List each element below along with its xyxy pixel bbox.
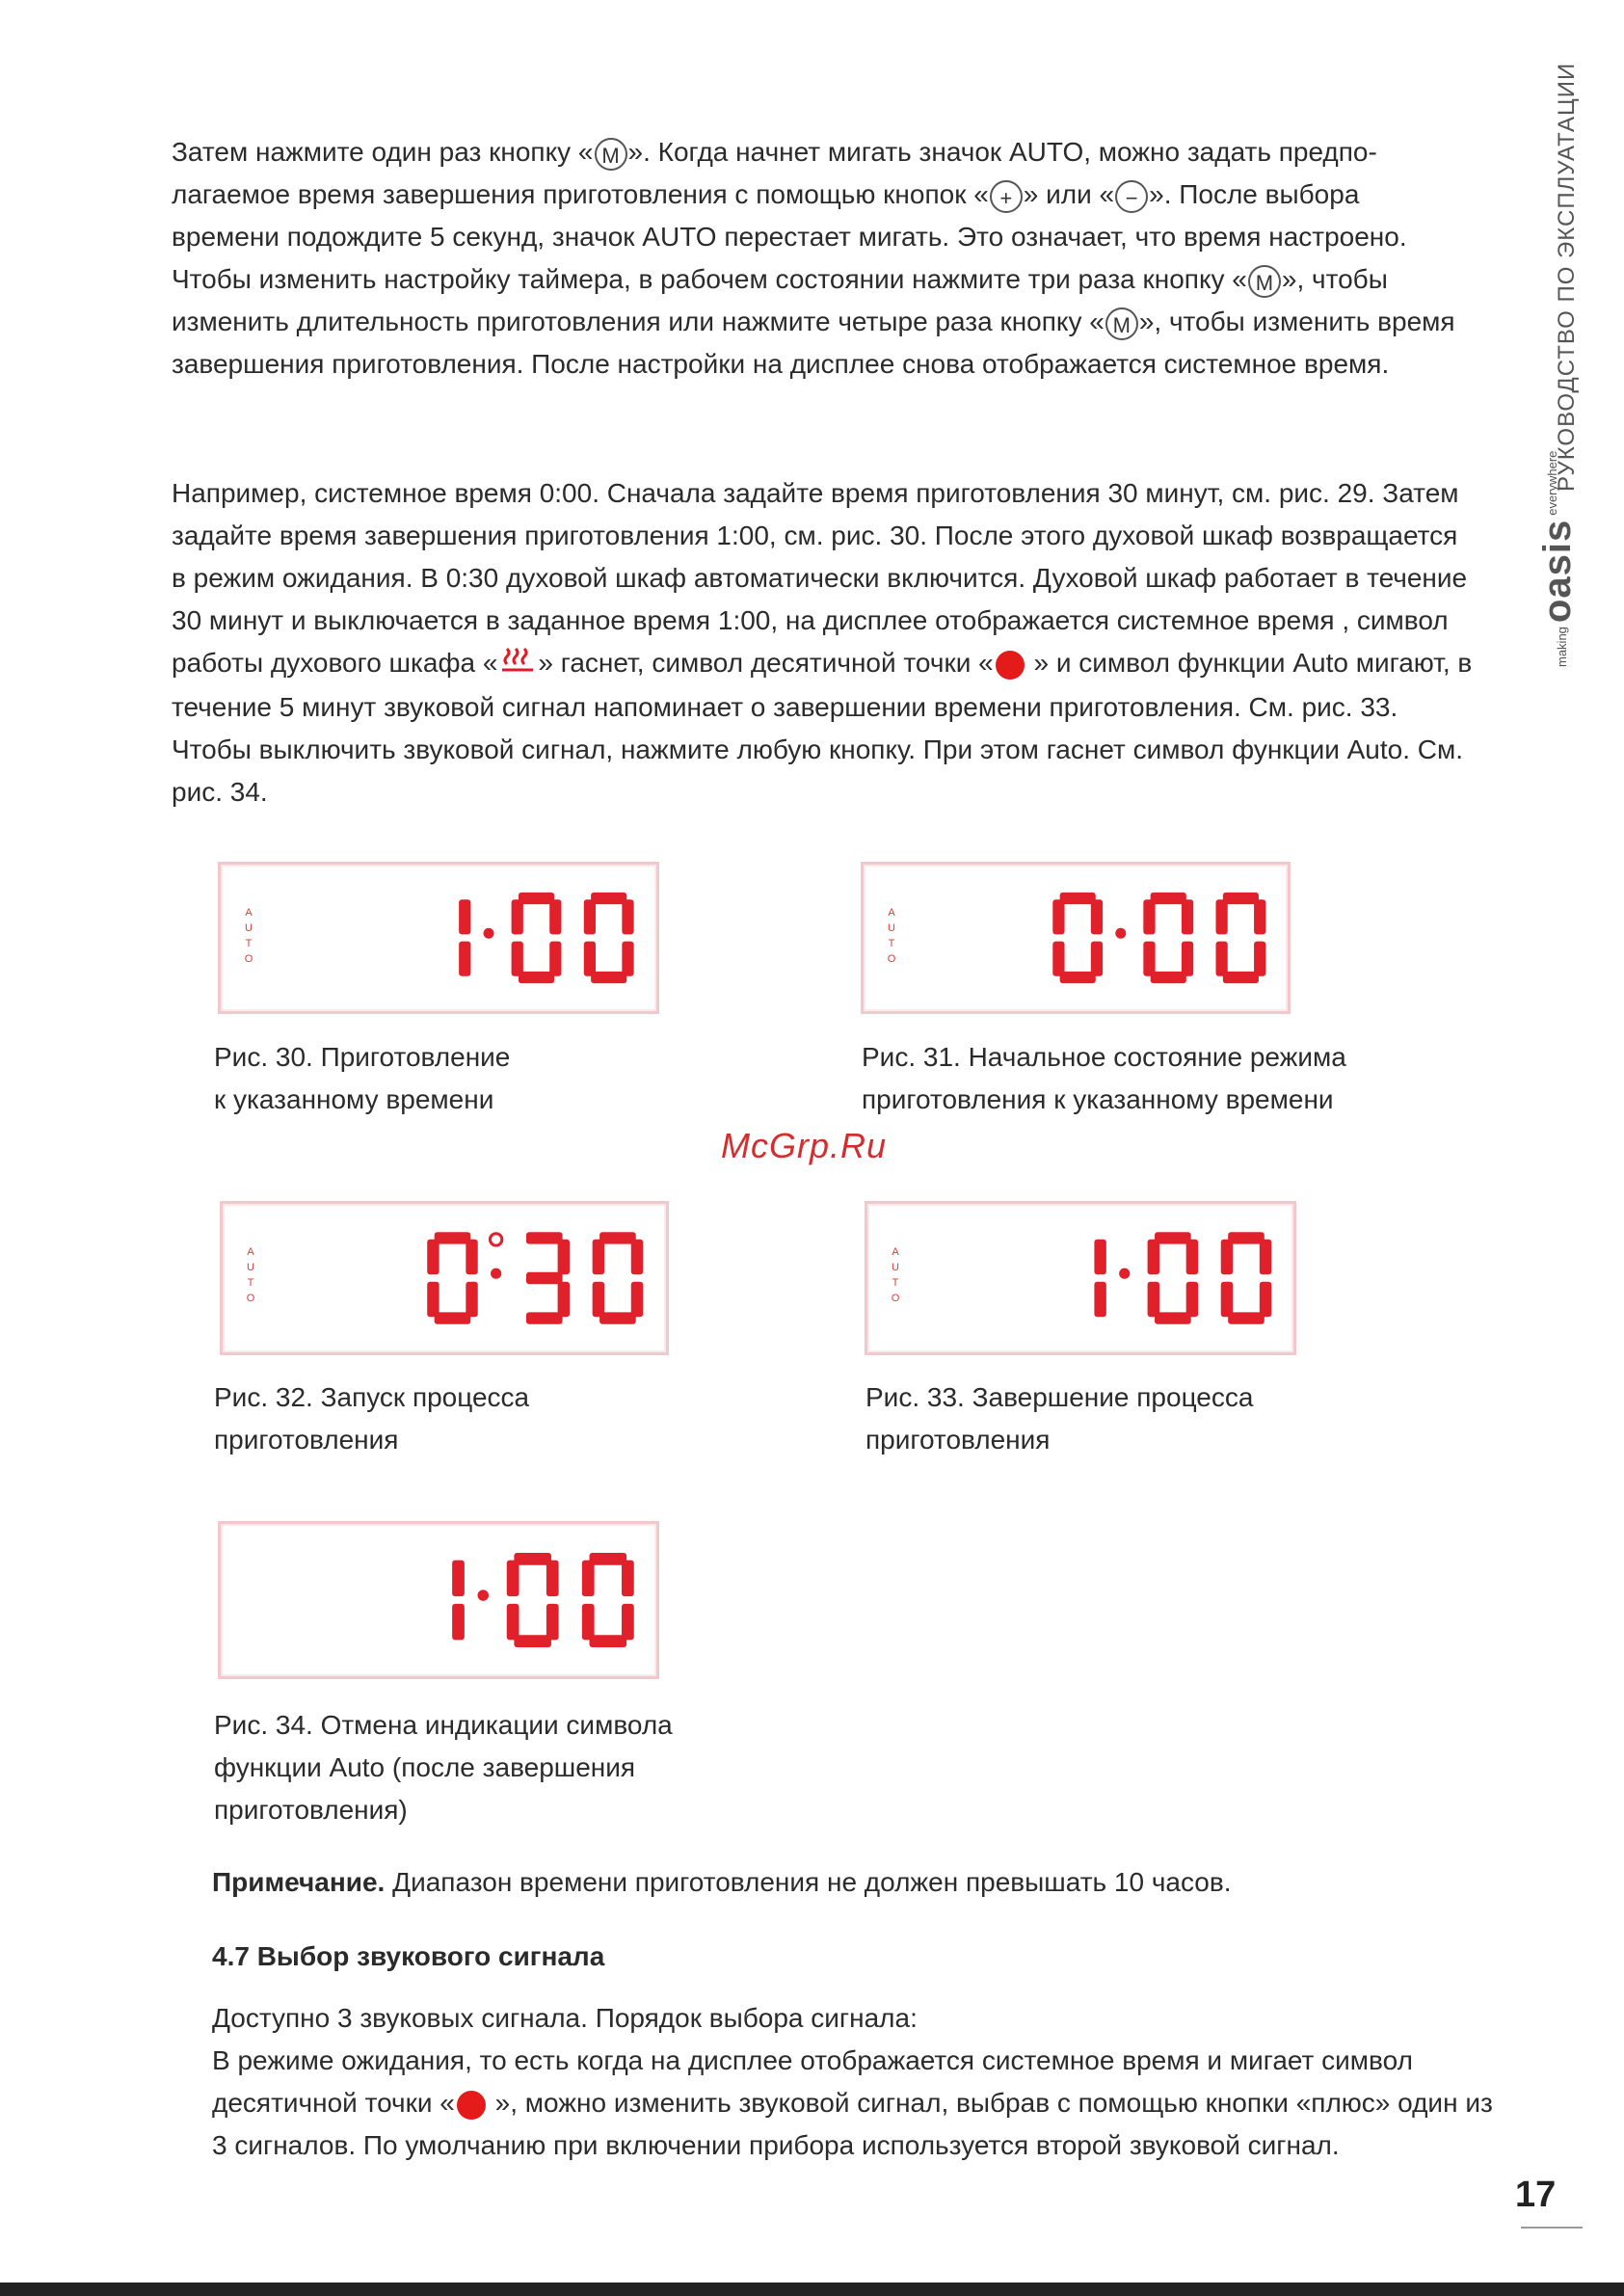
digit-segment-b <box>622 1561 634 1597</box>
decimal-dot <box>1115 928 1126 939</box>
caption-fig30: Рис. 30. Приготовление к указанному времени <box>214 1042 511 1114</box>
digit-segment-e <box>593 1282 604 1318</box>
digit-segment-a <box>514 1553 551 1565</box>
digit-segment-f <box>427 1240 439 1275</box>
digit-segment-e <box>1052 942 1064 976</box>
watermark: McGrp.Ru <box>721 1126 888 1165</box>
auto-indicator: A U T O <box>891 1246 900 1304</box>
digit-segment-a <box>1223 893 1259 904</box>
section-heading: 4.7 Выбор звукового сигнала <box>212 1941 605 1971</box>
digit-segment-a <box>1151 893 1186 904</box>
digit-segment-c <box>459 942 470 976</box>
digit-segment-c <box>1182 942 1193 976</box>
digit-segment-d <box>435 1312 471 1323</box>
bottom-bar <box>0 2283 1624 2296</box>
digit-segment-a <box>519 893 554 904</box>
digit-segment-f <box>507 1561 519 1597</box>
digit-segment-c <box>546 1604 559 1641</box>
digit-segment-a <box>591 893 626 904</box>
digit-segment-e <box>1143 942 1155 976</box>
paragraph-timer-setup: Затем нажмите один раз кнопку « M ». Когда начнет мигать значок AUTO, можно задать предпо-лагаемое время завершения приготовления с помощью кнопок « + » или « − ». После выбора времени подождите 5 секунд, значок AUTO перестает мигать. Это означает, что время настроено. Чтобы изменить настройку таймера, в рабочем состоянии нажмите три раза кнопку « M », чтобы изменить длительность приготовления или нажмите четыре раза кнопку « M », чтобы изменить время завершения приготовления. После настройки на дисплее снова отображается системное время. <box>172 137 1455 379</box>
digit-segment-b <box>1182 899 1193 934</box>
digit-segment-d <box>599 1312 636 1323</box>
seven-segment-digits <box>221 1524 656 1676</box>
seven-segment-digits <box>223 1204 666 1352</box>
digit-segment-e <box>582 1604 595 1641</box>
digit-segment-b <box>466 1240 477 1275</box>
minus-button-icon: − <box>1115 180 1148 213</box>
digit-segment-b <box>546 1561 559 1597</box>
decimal-dot <box>478 1589 489 1600</box>
digit-segment-d <box>591 972 626 983</box>
digit-segment-c <box>1094 1282 1105 1318</box>
digit-segment-a <box>1228 1232 1265 1243</box>
digit-segment-b <box>1254 899 1265 934</box>
digit-segment-d <box>526 1312 563 1323</box>
digit-segment-d <box>1223 972 1259 983</box>
digit-segment-c <box>1186 1282 1198 1318</box>
red-dot-icon <box>996 651 1025 680</box>
page-number: 17 <box>1515 2175 1557 2215</box>
red-dot-icon <box>457 2091 486 2120</box>
digit-segment-b <box>452 1561 465 1597</box>
caption-fig31: Рис. 31. Начальное состояние режима приготовления к указанному времени <box>862 1042 1346 1114</box>
digit-segment-b <box>459 899 470 934</box>
brand-name: oasis <box>1536 519 1579 624</box>
digit-segment-c <box>1260 1282 1271 1318</box>
m-button-icon: M <box>595 138 627 171</box>
display-fig31 <box>861 862 1291 1014</box>
digit-segment-e <box>1221 1282 1233 1318</box>
m-button-icon: M <box>1248 265 1281 298</box>
display-fig32 <box>220 1201 669 1355</box>
brand-logo <box>1536 451 1580 667</box>
digit-segment-d <box>514 1635 551 1647</box>
paragraph-example: Например, системное время 0:00. Сначала задайте время приготовления 30 минут, см. рис. 29. Затем задайте время завершения приготовления 1:00, см. рис. 30. После этого духовой шкаф возвращается в режим ожидания. В 0:30 духовой шкаф автоматически включится. Духовой шкаф работает в течение 30 минут и выключается в заданное время 1:00, на дисплее отображается системное время , символ работы духового шкафа « » гаснет, символ десятичной точки « » и символ функции Auto мигают, в течение 5 минут звуковой сигнал напоминает о завершении времени приготовления. См. рис. 33. Чтобы выключить звуковой сигнал, нажмите любую кнопку. При этом гаснет символ функции Auto. См. рис. 34. <box>172 478 1473 807</box>
decimal-dot <box>1119 1268 1130 1279</box>
caption-fig34: Рис. 34. Отмена индикации символа функции Auto (после завершения приготовления) <box>214 1710 673 1825</box>
digit-segment-e <box>1215 942 1227 976</box>
seven-segment-digits <box>864 865 1288 1011</box>
caption-fig32: Рис. 32. Запуск процесса приготовления <box>214 1382 530 1455</box>
brand-everywhere: everywhere <box>1545 450 1559 516</box>
digit-segment-a <box>526 1232 563 1243</box>
page-number-rule <box>1521 2227 1583 2229</box>
caption-fig33: Рис. 33. Завершение процесса приготовления <box>865 1382 1254 1455</box>
digit-segment-a <box>590 1553 627 1565</box>
digit-segment-d <box>1228 1312 1265 1323</box>
decimal-dot <box>484 928 494 939</box>
decimal-dot <box>491 1268 501 1279</box>
seven-segment-digits <box>867 1204 1293 1352</box>
manual-title-vertical: РУКОВОДСТВО ПО ЭКСПЛУАТАЦИИ <box>1554 62 1580 492</box>
display-fig30 <box>218 862 659 1014</box>
digit-segment-d <box>590 1635 627 1647</box>
digit-segment-b <box>558 1240 570 1275</box>
digit-segment-a <box>1155 1232 1191 1243</box>
digit-segment-e <box>427 1282 439 1318</box>
digit-segment-d <box>519 972 554 983</box>
digit-segment-a <box>1060 893 1096 904</box>
digit-segment-c <box>558 1282 570 1318</box>
digit-segment-c <box>549 942 561 976</box>
digit-segment-c <box>466 1282 477 1318</box>
heating-indicator <box>490 1234 501 1245</box>
display-fig33 <box>865 1201 1296 1355</box>
digit-segment-b <box>631 1240 643 1275</box>
digit-segment-f <box>1052 899 1064 934</box>
digit-segment-c <box>622 1604 634 1641</box>
digit-segment-e <box>512 942 523 976</box>
digit-segment-g <box>526 1272 563 1284</box>
digit-segment-b <box>1094 1240 1105 1275</box>
digit-segment-b <box>622 899 633 934</box>
section-paragraph: Доступно 3 звуковых сигнала. Порядок выбора сигнала: В режиме ожидания, то есть когда на дисплее отображается системное время и мигает символ десятичной точки « », можно изменить звуковой сигнал, выбрав с помощью кнопки «плюс» один из 3 сигналов. По умолчанию при включении прибора используется второй звуковой сигнал. <box>212 2003 1493 2160</box>
digit-segment-d <box>1151 972 1186 983</box>
digit-segment-c <box>631 1282 643 1318</box>
digit-segment-b <box>549 899 561 934</box>
auto-indicator: A U T O <box>246 1246 255 1304</box>
digit-segment-f <box>512 899 523 934</box>
digit-segment-c <box>452 1604 465 1641</box>
note-label: Примечание. <box>212 1867 386 1897</box>
digit-segment-d <box>1060 972 1096 983</box>
digit-segment-f <box>584 899 596 934</box>
plus-button-icon: + <box>990 180 1023 213</box>
digit-segment-b <box>1091 899 1103 934</box>
auto-indicator: A U T O <box>244 907 253 965</box>
note <box>212 1861 1232 1904</box>
digit-segment-c <box>1254 942 1265 976</box>
digit-segment-a <box>435 1232 471 1243</box>
auto-indicator: A U T O <box>887 907 896 965</box>
digit-segment-b <box>1186 1240 1198 1275</box>
heating-icon <box>499 644 536 686</box>
seven-segment-digits <box>221 865 656 1011</box>
digit-segment-e <box>584 942 596 976</box>
m-button-icon: M <box>1105 307 1138 340</box>
digit-segment-e <box>507 1604 519 1641</box>
note-text: Диапазон времени приготовления не должен превышать 10 часов. <box>385 1867 1232 1897</box>
digit-segment-c <box>622 942 633 976</box>
digit-segment-d <box>1155 1312 1191 1323</box>
digit-segment-f <box>1221 1240 1233 1275</box>
digit-segment-c <box>1091 942 1103 976</box>
digit-segment-a <box>599 1232 636 1243</box>
digit-segment-f <box>593 1240 604 1275</box>
display-fig34 <box>218 1521 659 1679</box>
digit-segment-f <box>1215 899 1227 934</box>
digit-segment-f <box>1148 1240 1159 1275</box>
digit-segment-e <box>1148 1282 1159 1318</box>
digit-segment-f <box>1143 899 1155 934</box>
brand-making: making <box>1555 627 1569 667</box>
digit-segment-f <box>582 1561 595 1597</box>
digit-segment-b <box>1260 1240 1271 1275</box>
